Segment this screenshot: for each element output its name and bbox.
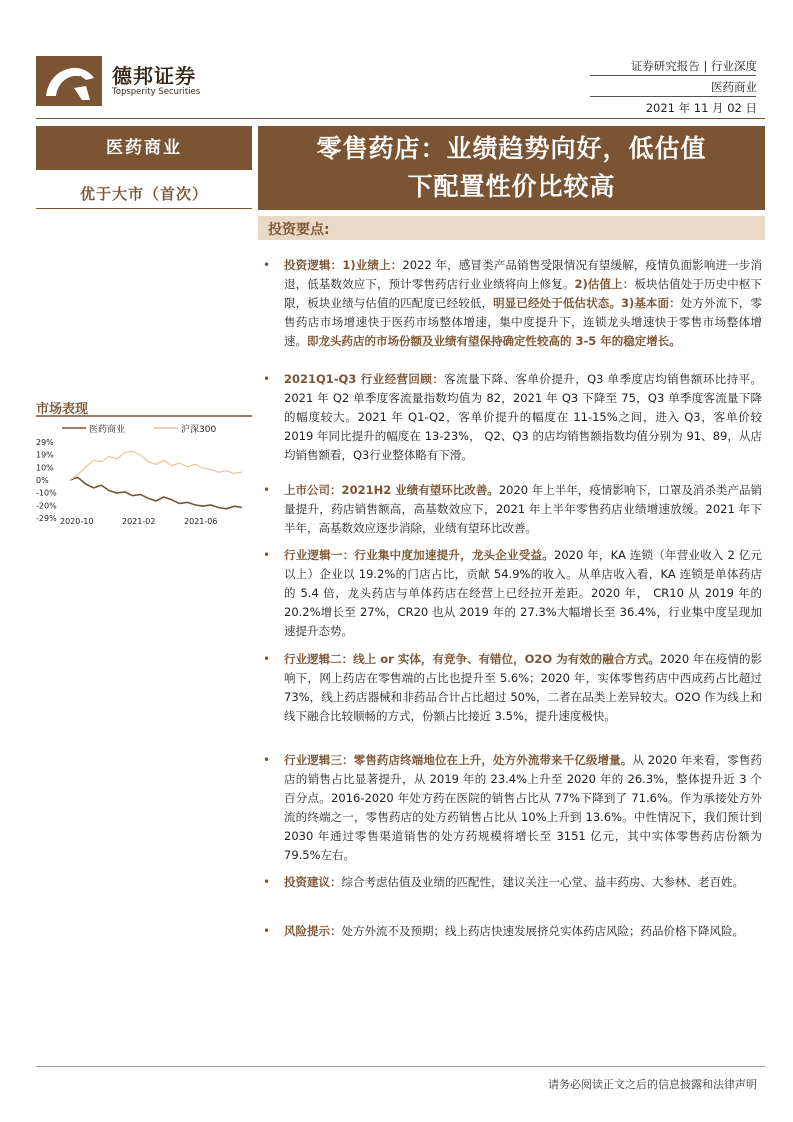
key-point-body: 从 2020 年来看，零售药店的销售占比显著提升，从 2019 年的 23.4%上升至 2020 年的 26.3%，整体提升近 3 个百分点。2016-2020 年处方药在医院的销售占比从 77%下降到了 71.6%。作为承接处方外流的终端之一，零售药店的处方药销售占比从 10%上升到 13.6%。中性情况下，我们预计到 2030 年通过零售渠道销售的处方药规模将增长至 3151 亿元，其中实体零售药店份额为 79.5%左右。 [284, 753, 763, 862]
key-point-highlight: 风险提示： [284, 924, 342, 938]
key-point-body: 2020 年在疫情的影响下，网上药店在零售端的占比也提升至 5.6%；2020 年，实体零售药店中西成药占比超过 73%，线上药店器械和非药品合计占比超过 50%，二者在品类上差异较大。O2O 作为线上和线下融合比较顺畅的方式，份额占比接近 3.5%，提升速度极快。 [284, 652, 762, 723]
y-tick-label: 10% [36, 463, 54, 473]
series-line-2 [70, 451, 242, 480]
key-point-body: 处方外流下，零售药店市场增速快于医药市场整体增速，集中度提升下，连锁龙头增速快于零售市场整体增速。 [284, 296, 763, 348]
legend-label-series-1: 医药商业 [89, 425, 126, 435]
key-point-body: 客流量下降、客单价提升，Q3 单季度店均销售额环比持平。2021 年 Q2 单季度客流量指数均值为 82，2021 年 Q3 下降至 75，Q3 单季度客流量下降的幅度较大。2021 年 Q1-Q2，客单价提升的幅度在 11-15%之间，进入 Q3，客单价较 2019 年同比提升的幅度在 13-23%， Q2、Q3 的店均销售额指数均值分别为 91、89，从店均销售额看，Q3行业整体略有下滑。 [284, 372, 762, 462]
bullet-dot-icon: • [263, 483, 271, 497]
key-point-3 [263, 481, 762, 538]
key-point-highlight: 行业逻辑一：行业集中度加速提升，龙头企业受益。 [284, 548, 554, 562]
key-point-highlight: 明显已经处于低估状态。3)基本面： [493, 296, 681, 310]
key-point-4 [263, 546, 762, 641]
key-point-1 [263, 256, 763, 351]
report-title-line-2: 下配置性价比较高 [407, 172, 616, 201]
key-point-8 [263, 922, 762, 941]
key-point-highlight: 2021Q1-Q3 行业经营回顾： [284, 372, 445, 386]
key-point-text [268, 650, 762, 726]
header-divider [590, 75, 756, 76]
x-tick-label: 2021-02 [122, 517, 156, 526]
legend-label-series-2: 沪深300 [181, 425, 217, 435]
series-line-1 [70, 477, 242, 508]
header-divider [590, 96, 756, 97]
key-point-highlight: 上市公司：2021H2 业绩有望环比改善。 [284, 483, 499, 497]
bullet-dot-icon: • [263, 753, 271, 767]
brand-name-en: Topsperity Securities [112, 87, 201, 97]
x-tick-label: 2021-06 [184, 517, 218, 526]
key-point-highlight: 2)估值上： [574, 277, 635, 291]
bullet-dot-icon: • [263, 372, 271, 386]
key-point-2 [263, 370, 762, 465]
brand-name: 德邦证券 [112, 64, 196, 88]
key-point-5 [263, 650, 762, 726]
key-point-body: 2020 年上半年，疫情影响下，口罩及消杀类产品销量提升，药店销售额高，高基数效应下，2021 年上半年零售药店业绩增速放缓。2021 年下半年，高基数效应逐步消除，业绩有望环比改善。 [284, 483, 762, 535]
key-point-text [268, 546, 762, 641]
footer-rule [36, 1066, 765, 1067]
bullet-dot-icon: • [263, 875, 271, 889]
key-point-text [268, 751, 762, 865]
key-point-body: 2022 年，感冒类产品销售受限情况有望缓解，疫情负面影响进一步消退，低基数效应下，预计零售药店行业业绩将向上修复。 [284, 258, 762, 291]
key-point-body: 2020 年，KA 连锁（年营业收入 2 亿元以上）企业以 19.2%的门店占比，贡献 54.9%的收入。从单店收入看，KA 连锁是单体药店的 5.4 倍，龙头药店与单体药店在经营上已经拉开差距。2020 年， CR10 从 2019 年的 20.2%增长至 27%，CR20 也从 2019 年的 27.3%大幅增长至 36.4%，行业集中度呈现加速提升态势。 [284, 548, 762, 638]
key-point-body: 板块估值处于历史中枢下限，板块业绩与估值的匹配度已经较低， [284, 277, 763, 310]
key-point-highlight: 投资逻辑：1)业绩上： [284, 258, 403, 272]
key-point-body: 处方外流不及预期；线上药店快速发展挤兑实体药店风险；药品价格下降风险。 [341, 924, 744, 938]
bullet-dot-icon: • [263, 924, 271, 938]
key-point-text [268, 873, 762, 892]
report-title [258, 126, 765, 210]
key-point-text [268, 256, 762, 351]
market-performance-title: 市场表现 [36, 402, 89, 417]
rating-label: 优于大市（首次） [79, 185, 208, 203]
sidebar-rule [36, 208, 252, 209]
x-tick-label: 2020-10 [60, 517, 94, 526]
key-point-text [268, 481, 762, 538]
key-points-bar [258, 216, 765, 240]
bullet-dot-icon: • [263, 652, 271, 666]
key-point-text [268, 922, 762, 941]
brand-logo-icon [36, 56, 102, 106]
key-point-highlight: 行业逻辑二：线上 or 实体，有竞争、有错位，O2O 为有效的融合方式。 [284, 652, 660, 666]
report-date: 2021 年 11 月 02 日 [645, 101, 757, 115]
y-tick-label: -29% [36, 514, 57, 523]
y-tick-label: -20% [36, 501, 57, 511]
key-point-highlight: 即龙头药店的市场份额及业绩有望保持确定性较高的 3-5 年的稳定增长。 [307, 334, 681, 348]
key-point-highlight: 投资建议： [284, 875, 342, 889]
y-tick-label: 29% [36, 438, 54, 447]
key-point-body: 综合考虑估值及业绩的匹配性，建议关注一心堂、益丰药房、大参林、老百姓。 [341, 875, 744, 889]
report-type: 证券研究报告 | 行业深度 [630, 59, 757, 73]
key-point-highlight: 行业逻辑三：零售药店终端地位在上升，处方外流带来千亿级增量。 [284, 753, 633, 767]
key-point-7 [263, 873, 762, 892]
key-points-label: 投资要点: [268, 222, 330, 238]
y-tick-label: 19% [36, 450, 54, 460]
key-point-6 [263, 751, 763, 865]
sector-label: 医药商业 [36, 126, 252, 170]
y-tick-label: 0% [36, 476, 49, 485]
bullet-dot-icon: • [263, 548, 271, 562]
header-sector: 医药商业 [711, 80, 757, 94]
report-title-line-1: 零售药店：业绩趋势向好，低估值 [316, 134, 707, 163]
disclaimer-footer: 请务必阅读正文之后的信息披露和法律声明 [548, 1078, 757, 1091]
market-performance-chart [36, 414, 252, 526]
bullet-dot-icon: • [263, 258, 271, 272]
key-point-text [268, 370, 762, 465]
top-rule [36, 118, 765, 119]
y-tick-label: -10% [36, 488, 57, 498]
